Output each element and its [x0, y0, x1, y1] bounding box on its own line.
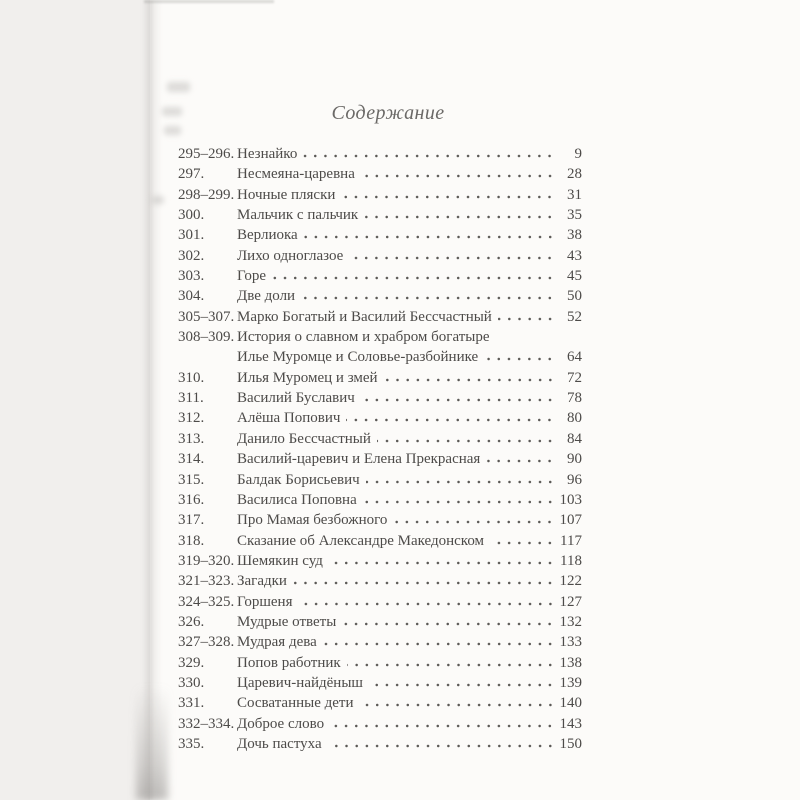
- entry-number: 297.: [178, 166, 205, 183]
- toc-row: [178, 693, 582, 713]
- dot-leader: [484, 351, 555, 361]
- entry-title: История о славном и храбром богатыре: [237, 329, 490, 346]
- entry-page: 72: [567, 369, 582, 386]
- entry-number: 329.: [178, 654, 205, 671]
- dot-leader: [330, 718, 555, 728]
- toc-row: [178, 571, 582, 591]
- entry-page: 78: [567, 390, 582, 407]
- entry-title: Василий Буславич: [237, 390, 355, 407]
- entry-page: 64: [567, 349, 582, 366]
- entry-title: Мудрые ответы: [237, 613, 337, 630]
- entry-title: Балдак Борисьевич: [237, 471, 360, 488]
- entry-title: Сказание об Александре Македонском: [237, 532, 485, 549]
- dot-leader: [304, 229, 555, 239]
- entry-page: 139: [559, 674, 582, 691]
- entry-page: 31: [567, 186, 582, 203]
- entry-title: Сосватанные дети: [237, 695, 354, 712]
- dot-leader: [498, 311, 555, 321]
- entry-page: 80: [567, 410, 582, 427]
- toc-row: [178, 388, 582, 408]
- toc-row: [178, 714, 582, 734]
- entry-number: 332–334.: [178, 715, 235, 732]
- page-title: Содержание: [331, 102, 445, 124]
- dot-leader: [347, 657, 555, 667]
- entry-number: 319–320.: [178, 552, 235, 569]
- dot-leader: [323, 636, 555, 646]
- entry-title: Илья Муромец и змей: [237, 369, 378, 386]
- dot-leader: [293, 575, 555, 585]
- toc-row: [178, 185, 582, 205]
- entry-number: 301.: [178, 227, 205, 244]
- toc-row: [178, 632, 582, 652]
- entry-title: Несмеяна-царевна: [237, 166, 355, 183]
- entry-title: Верлиока: [237, 227, 298, 244]
- toc-row: [178, 673, 582, 693]
- dot-leader: [366, 474, 555, 484]
- entry-title: Горшеня: [237, 593, 293, 610]
- dot-leader: [486, 453, 555, 463]
- toc-row: [178, 612, 582, 632]
- entry-number: 303.: [178, 268, 205, 285]
- entry-title: Лихо одноглазое: [237, 247, 344, 264]
- entry-number: 315.: [178, 471, 205, 488]
- entry-number: 308–309.: [178, 329, 235, 346]
- toc-row: [178, 449, 582, 469]
- entry-page: 103: [559, 491, 582, 508]
- entry-page: 84: [567, 430, 582, 447]
- dot-leader: [299, 596, 556, 606]
- entry-number: 326.: [178, 613, 205, 630]
- dot-leader: [329, 555, 555, 565]
- toc-row: [178, 531, 582, 551]
- entry-page: 38: [567, 227, 582, 244]
- ink-bleed-smudge: [152, 196, 164, 204]
- toc-row: [178, 734, 582, 754]
- dot-leader: [364, 209, 555, 219]
- entry-title: Шемякин суд: [237, 552, 323, 569]
- entry-page: 9: [574, 146, 582, 162]
- entry-page: 107: [559, 512, 582, 529]
- toc-row: [178, 164, 582, 184]
- entry-page: 138: [559, 654, 582, 671]
- entry-title: Горе: [237, 268, 267, 285]
- dot-leader: [384, 372, 555, 382]
- entry-title: Данило Бессчастный: [237, 430, 371, 447]
- toc-row: [178, 327, 582, 347]
- entry-number: 331.: [178, 695, 205, 712]
- dot-leader: [272, 270, 555, 280]
- entry-number: 305–307.: [178, 308, 235, 325]
- entry-page: 90: [567, 451, 582, 468]
- toc-row: [178, 592, 582, 612]
- toc-row: [178, 408, 582, 428]
- entry-title: Дочь пастуха: [237, 735, 322, 752]
- entry-number: 300.: [178, 207, 205, 224]
- toc-row: [178, 347, 582, 367]
- dot-leader: [328, 738, 555, 748]
- toc-row: [178, 225, 582, 245]
- entry-page: 45: [567, 268, 582, 285]
- entry-page: 140: [559, 695, 582, 712]
- dot-leader: [303, 148, 555, 158]
- entry-title: Марко Богатый и Василий Бессчастный: [237, 308, 492, 325]
- entry-title: Илье Муромце и Соловье-разбойнике: [237, 349, 479, 366]
- entry-number: 330.: [178, 674, 205, 691]
- toc-row: [178, 429, 582, 449]
- entry-page: 133: [559, 634, 582, 651]
- entry-title: Две доли: [237, 288, 296, 305]
- toc-row: [178, 246, 582, 266]
- toc-row: [178, 653, 582, 673]
- dot-leader: [369, 677, 555, 687]
- entry-title: Про Мамая безбожного: [237, 512, 388, 529]
- toc-row: [178, 490, 582, 510]
- dot-leader: [342, 616, 555, 626]
- entry-title: Алёша Попович: [237, 410, 341, 427]
- dot-leader: [349, 250, 555, 260]
- entry-page: 150: [559, 735, 582, 752]
- toc-row: [178, 144, 582, 164]
- entry-page: 118: [560, 552, 582, 569]
- entry-page: 96: [567, 471, 582, 488]
- entry-number: 311.: [178, 390, 204, 407]
- dot-leader: [346, 412, 555, 422]
- dot-leader: [361, 168, 555, 178]
- entry-number: 313.: [178, 430, 205, 447]
- entry-title: Доброе слово: [237, 715, 325, 732]
- toc-list: [178, 144, 582, 754]
- entry-page: 122: [559, 573, 582, 590]
- toc-row: [178, 205, 582, 225]
- entry-title: Мудрая дева: [237, 634, 317, 651]
- toc-row: [178, 286, 582, 306]
- toc-row: [178, 368, 582, 388]
- entry-page: 132: [559, 613, 582, 630]
- entry-number: 298–299.: [178, 186, 235, 203]
- entry-page: 117: [560, 532, 582, 549]
- entry-title: Василий-царевич и Елена Прекрасная: [237, 451, 481, 468]
- dot-leader: [490, 535, 555, 545]
- entry-page: 28: [567, 166, 582, 183]
- entry-number: 304.: [178, 288, 205, 305]
- toc-row: [178, 266, 582, 286]
- entry-number: 335.: [178, 735, 205, 752]
- entry-title: Царевич-найдёныш: [237, 674, 363, 691]
- entry-page: 143: [559, 715, 582, 732]
- dot-leader: [393, 514, 555, 524]
- dot-leader: [360, 697, 556, 707]
- entry-title: Ночные пляски: [237, 186, 336, 203]
- entry-number: 302.: [178, 247, 205, 264]
- entry-number: 318.: [178, 532, 205, 549]
- entry-page: 50: [567, 288, 582, 305]
- entry-title: Попов работник: [237, 654, 341, 671]
- entry-title: Загадки: [237, 573, 287, 590]
- entry-number: 317.: [178, 512, 205, 529]
- entry-number: 316.: [178, 491, 205, 508]
- entry-number: 314.: [178, 451, 205, 468]
- toc-row: [178, 470, 582, 490]
- entry-number: 321–323.: [178, 573, 235, 590]
- dot-leader: [301, 290, 555, 300]
- dot-leader: [361, 392, 555, 402]
- entry-page: 35: [567, 207, 582, 224]
- dot-leader: [377, 433, 555, 443]
- entry-page: 43: [567, 247, 582, 264]
- toc-row: [178, 307, 582, 327]
- toc-row: [178, 551, 582, 571]
- page-content: [178, 0, 582, 800]
- dot-leader: [363, 494, 555, 504]
- entry-title: Василиса Поповна: [237, 491, 357, 508]
- entry-title: Мальчик с пальчик: [237, 207, 359, 224]
- entry-number: 295–296.: [178, 146, 235, 162]
- entry-number: 327–328.: [178, 634, 235, 651]
- entry-number: 312.: [178, 410, 205, 427]
- toc-row: [178, 510, 582, 530]
- entry-page: 127: [559, 593, 582, 610]
- entry-number: 310.: [178, 369, 205, 386]
- entry-page: 52: [567, 308, 582, 325]
- entry-number: 324–325.: [178, 593, 235, 610]
- dot-leader: [341, 189, 555, 199]
- entry-title: Незнайко: [237, 146, 298, 162]
